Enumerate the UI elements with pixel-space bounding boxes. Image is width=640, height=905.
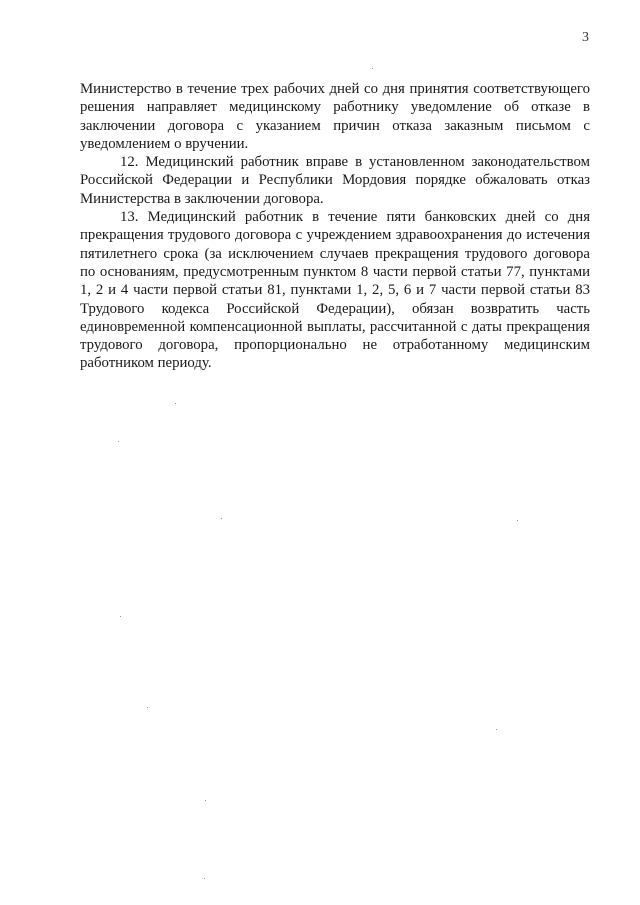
paragraph-notification: Министерство в течение трех рабочих дней со дня принятия соответствующего решения направляет медицинскому работнику уведомление об отказе в заключении договора с указанием причин отказа заказным письмом с уведомлением о вручении. xyxy=(80,81,590,152)
document-body xyxy=(80,80,590,373)
page-number: 3 xyxy=(582,30,589,45)
scan-speck xyxy=(496,729,497,730)
scan-speck xyxy=(147,707,148,708)
scan-speck xyxy=(205,800,206,801)
scan-speck xyxy=(118,441,119,442)
scan-speck xyxy=(204,878,205,879)
scan-speck xyxy=(175,403,176,404)
scan-speck xyxy=(517,520,518,521)
scan-speck xyxy=(120,616,121,617)
scan-speck xyxy=(221,518,222,519)
scan-speck xyxy=(372,68,373,69)
paragraph-12-appeal: 12. Медицинский работник вправе в установленном законодательством Российской Федерации и Республики Мордовия порядке обжаловать отказ Министерства в заключении договора. xyxy=(80,154,590,207)
paragraph-13-refund: 13. Медицинский работник в течение пяти банковских дней со дня прекращения трудового договора с учреждением здравоохранения до истечения пятилетнего срока (за исключением случаев прекращения трудового договора по основаниям, предусмотренным пунктом 8 части первой статьи 77, пунктами 1, 2 и 4 части первой статьи 81, пунктами 1, 2, 5, 6 и 7 части первой статьи 83 Трудового кодекса Российской Федерации), обязан возвратить часть единовременной компенсационной выплаты, рассчитанной с даты прекращения трудового договора, пропорционально не отработанному медицинским работником периоду. xyxy=(80,209,590,372)
